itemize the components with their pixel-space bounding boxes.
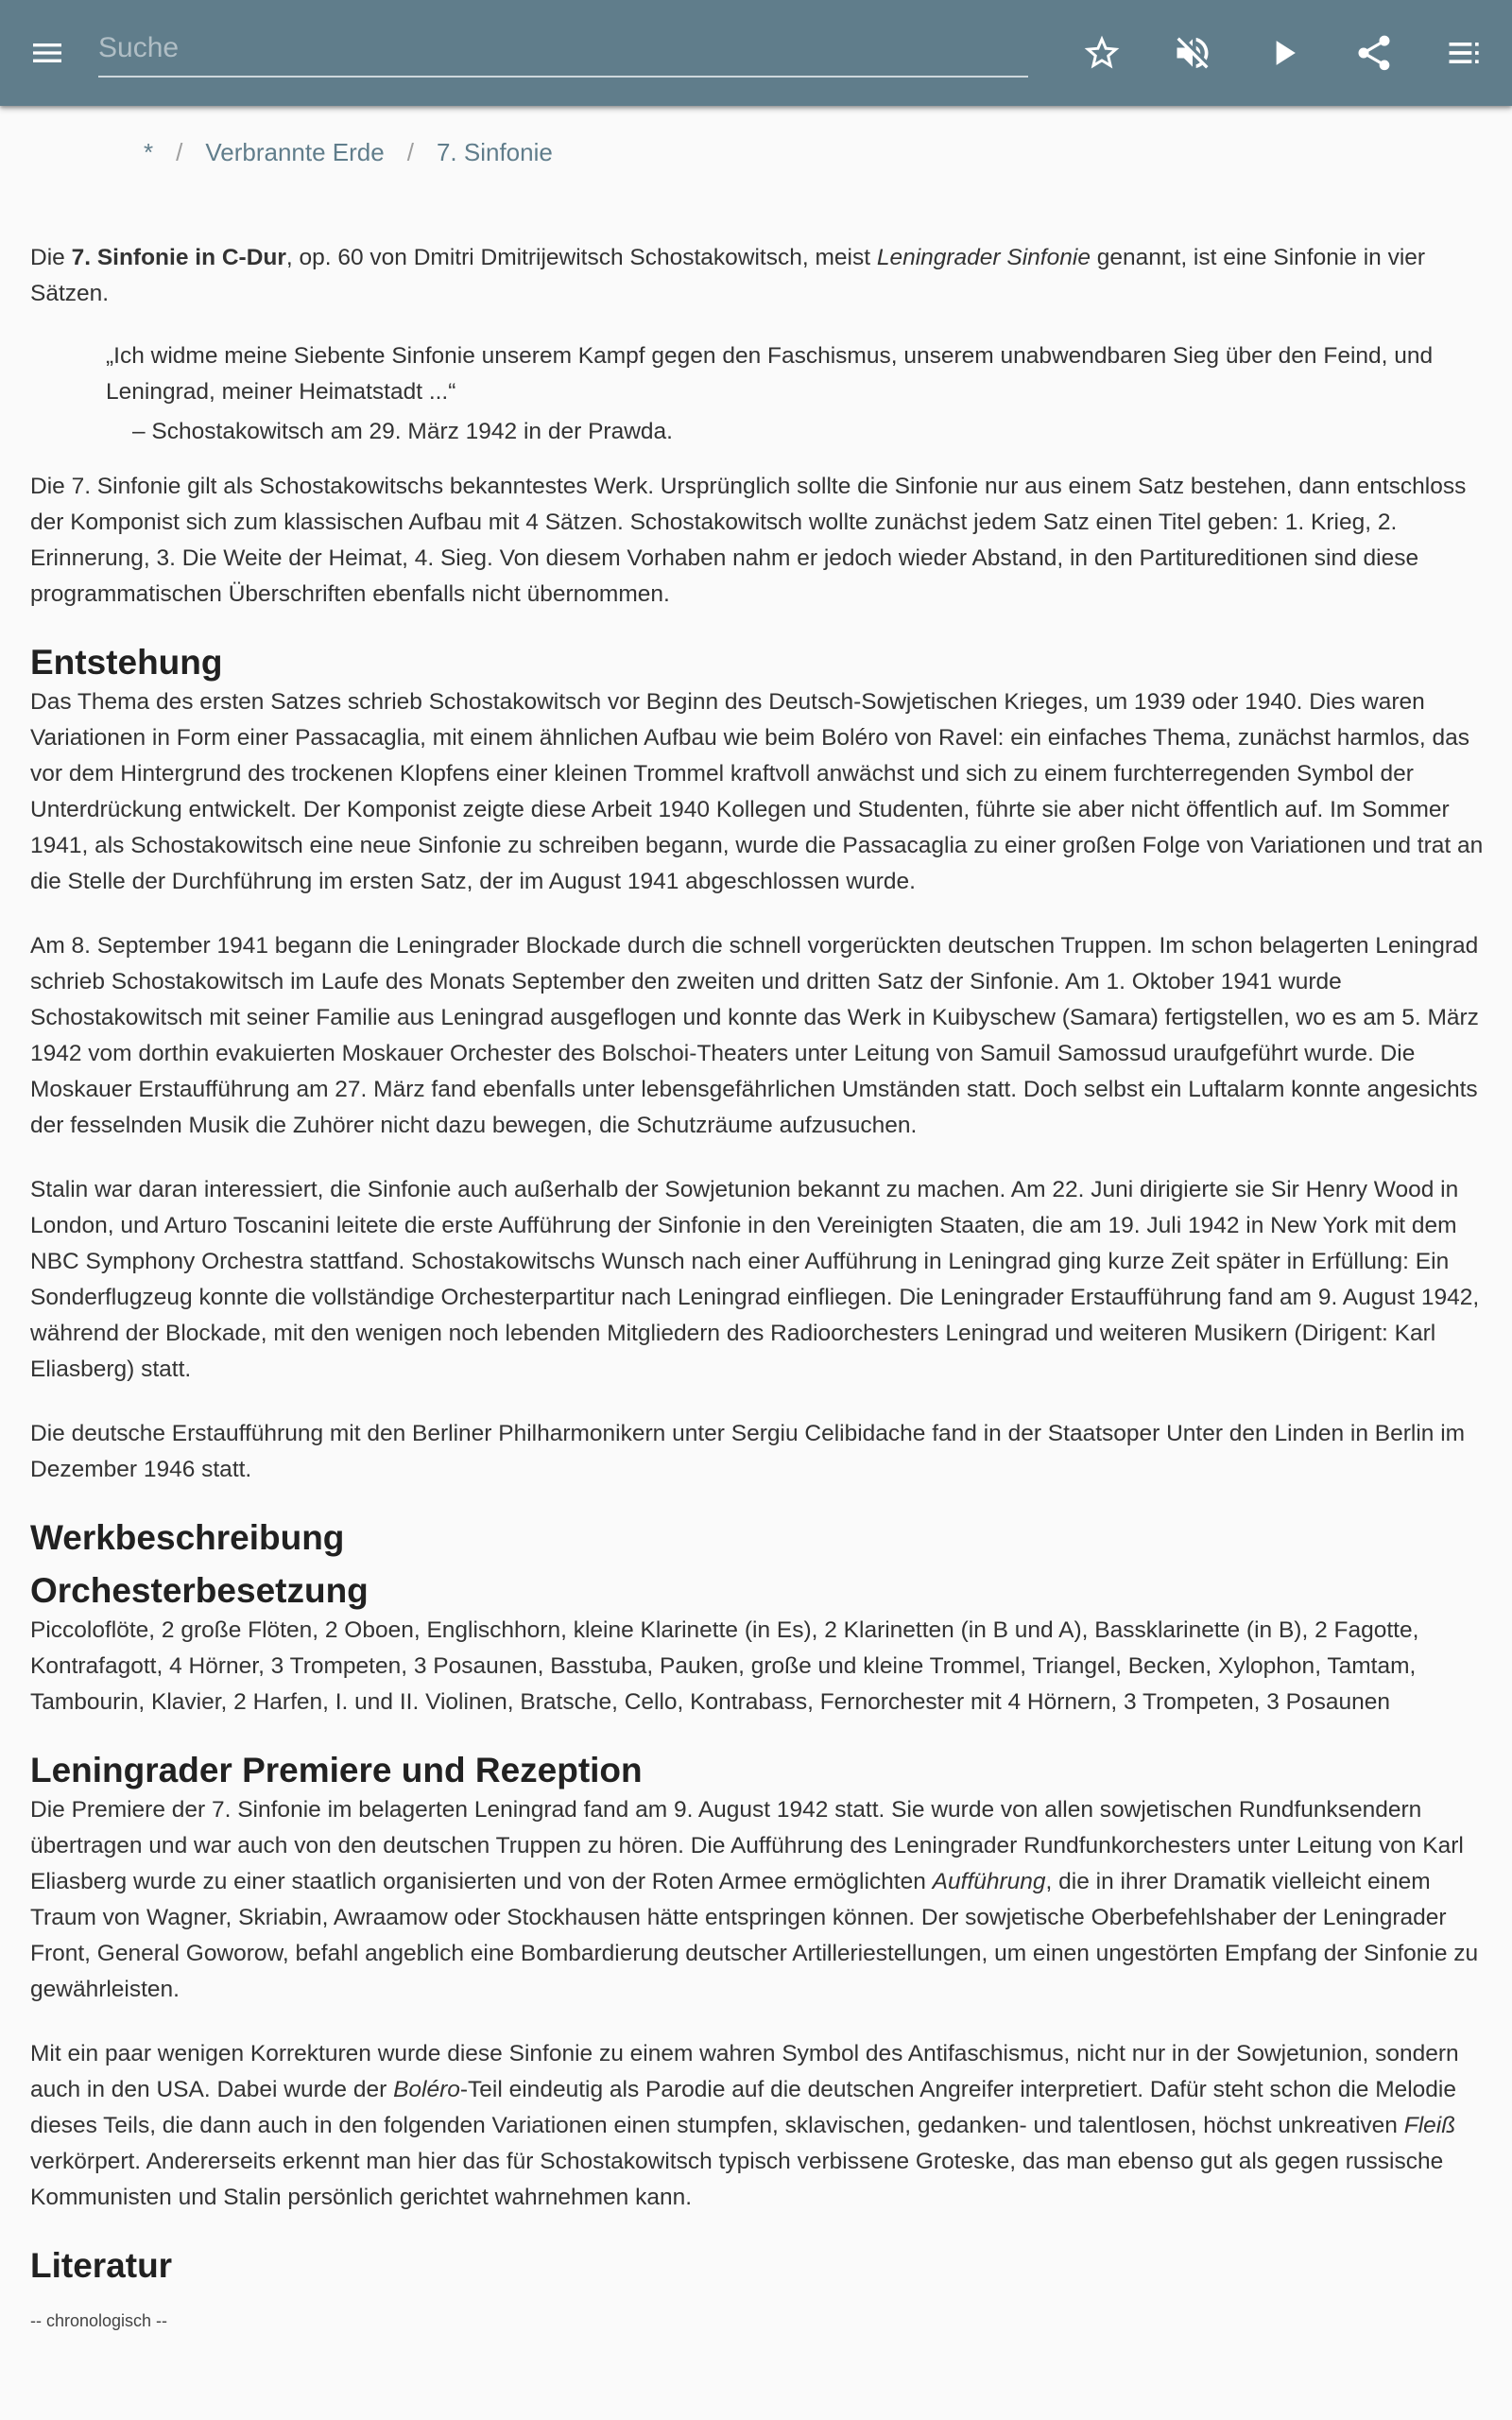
mute-button[interactable] [1166,26,1219,79]
italic-text: Fleiß [1403,2113,1456,2138]
app-bar [0,0,1512,106]
intro-paragraph [30,240,1486,312]
paragraph: Das Thema des ersten Satzes schrieb Schostakowitsch vor Beginn des Deutsch-Sowjetischen Krieges, um 1939 oder 1940. Dies waren Variationen in Form einer Passacaglia, mit einem ähnlichen Aufbau wie beim Boléro von Ravel: ein einfaches Thema, zunächst harmlos, das vor dem Hintergrund des trockenen Klopfens einer kleinen Trommel kraftvoll anwächst und sich zu einem furchterregenden Symbol der Unterdrückung entwickelt. Der Komponist zeigte diese Arbeit 1940 Kollegen und Studenten, führte sie aber nicht öffentlich auf. Im Sommer 1941, als Schostakowitsch eine neue Sinfonie zu schreiben begann, wurde die Passacaglia zu einer großen Folge von Variationen und trat an die Stelle der Durchführung im ersten Satz, der im August 1941 abgeschlossen wurde. [30,689,1484,894]
playlist-icon [1444,32,1486,74]
intro-text: Die [30,245,72,270]
heading-entstehung: Entstehung [30,643,223,682]
paragraph [30,1792,1486,2008]
bookmark-button[interactable] [1075,26,1128,79]
menu-button[interactable] [21,26,74,79]
literature-note: -- chronologisch -- [30,2311,168,2330]
play-button[interactable] [1257,26,1310,79]
italic-text: Boléro [393,2077,460,2102]
quote-block [106,338,1486,450]
share-icon [1353,32,1395,74]
intro-bold-title: 7. Sinfonie in C-Dur [71,245,286,270]
intro-italic-name: Leningrader Sinfonie [876,245,1091,270]
heading-literatur: Literatur [30,2246,173,2285]
paragraph: Die deutsche Erstaufführung mit den Berliner Philharmonikern unter Sergiu Celibidache fand in der Staatsoper Unter den Linden in Berlin im Dezember 1946 statt. [30,1421,1466,1482]
search-input[interactable] [98,21,1028,74]
paragraph: Stalin war daran interessiert, die Sinfonie auch außerhalb der Sowjetunion bekannt zu machen. Am 22. Juni dirigierte sie Sir Henry Wood in London, und Arturo Toscanini leitete die erste Aufführung der Sinfonie in den Vereinigten Staaten, die am 19. Juli 1942 in New York mit dem NBC Symphony Orchestra stattfand. Schostakowitschs Wunsch nach einer Aufführung in Leningrad ging kurze Zeit später in Erfüllung: Ein Sonderflugzeug konnte die vollständige Orchesterpartitur nach Leningrad einfliegen. Die Leningrader Erstaufführung fand am 9. August 1942, während der Blockade, mit den wenigen noch lebenden Mitgliedern des Radioorchesters Leningrad und weiteren Musikern (Dirigent: Karl Eliasberg) statt. [30,1177,1480,1382]
heading-premiere: Leningrader Premiere und Rezeption [30,1751,643,1789]
quote-attribution: – Schostakowitsch am 29. März 1942 in der Prawda. [132,419,673,444]
paragraph: Piccoloflöte, 2 große Flöten, 2 Oboen, Englischhorn, kleine Klarinette (in Es), 2 Klarinetten (in B und A), Bassklarinette (in B), 2 Fagotte, Kontrafagott, 4 Hörner, 3 Trompeten, 3 Posaunen, Basstuba, Pauken, große und kleine Trommel, Triangel, Becken, Xylophon, Tamtam, Tambourin, Klavier, 2 Harfen, I. und II. Violinen, Bratsche, Cello, Kontrabass, Fernorchester mit 4 Hörnern, 3 Trompeten, 3 Posaunen [30,1617,1419,1715]
breadcrumb-item-current[interactable]: 7. Sinfonie [436,138,553,166]
paragraph: Die 7. Sinfonie gilt als Schostakowitschs bekanntestes Werk. Ursprünglich sollte die Sinfonie nur aus einem Satz bestehen, dann entschloss der Komponist sich zum klassischen Aufbau mit 4 Sätzen. Schostakowitsch wollte zunächst jedem Satz einen Titel geben: 1. Krieg, 2. Erinnerung, 3. Die Weite der Heimat, 4. Sieg. Von diesem Vorhaben nahm er jedoch wieder Abstand, in den Partitureditionen sind diese programmatischen Überschriften ebenfalls nicht übernommen. [30,474,1467,607]
volume-off-icon [1172,32,1213,74]
text: , die in ihrer Dramatik vielleicht einem Traum von Wagner, Skriabin, Awraamow oder Stockhausen hätte entspringen können. Der sowjetische Oberbefehlshaber der Leningrader Front, General Goworow, befahl angeblich eine Bombardierung deutscher Artilleriestellungen, um einen ungestörten Empfang der Sinfonie zu gewährleisten. [30,1869,1479,2002]
quote-text: „Ich widme meine Siebente Sinfonie unserem Kampf gegen den Faschismus, unserem unabwendbaren Sieg über den Feind, und Leningrad, meiner Heimatstadt ...“ [106,343,1434,405]
intro-text: genannt, ist eine Sinfonie in vier Sätzen. [30,245,1426,306]
breadcrumb-separator: / [406,138,414,166]
breadcrumb-separator: / [176,138,183,166]
italic-text: Aufführung [932,1869,1046,1894]
text: verkörpert. Andererseits erkennt man hier das für Schostakowitsch typisch verbissene Groteske, das man ebenso gut als gegen russische Kommunisten und Stalin persönlich gerichtet wahrnehmen kann. [30,2149,1444,2210]
table-of-contents-button[interactable] [1438,26,1491,79]
text: Die Premiere der 7. Sinfonie im belagerten Leningrad fand am 9. August 1942 statt. Sie wurde von allen sowjetischen Rundfunksendern übertragen und war auch von den deutschen Truppen zu hören. Die Aufführung des Leningrader Rundfunkorchesters unter Leitung von Karl Eliasberg wurde zu einer staatlich organisierten und von der Roten Armee ermöglichten [30,1797,1464,1894]
breadcrumb-item-home[interactable]: * [144,138,154,166]
intro-text: , op. 60 von Dmitri Dmitrijewitsch Schostakowitsch, meist [285,245,877,270]
toolbar-actions [1038,26,1491,79]
search-field[interactable] [98,21,1028,78]
text: -Teil eindeutig als Parodie auf die deutschen Angreifer interpretiert. Dafür steht schon die Melodie dieses Teils, die dann auch in den folgenden Variationen einen stumpfen, sklavischen, gedanken- und talentlosen, höchst unkreativen [30,2077,1457,2138]
star-outline-icon [1081,32,1123,74]
share-button[interactable] [1348,26,1400,79]
heading-orchesterbesetzung: Orchesterbesetzung [30,1571,369,1610]
paragraph: Am 8. September 1941 begann die Leningrader Blockade durch die schnell vorgerückten deutschen Truppen. Im schon belagerten Leningrad schrieb Schostakowitsch im Laufe des Monats September den zweiten und dritten Satz der Sinfonie. Am 1. Oktober 1941 wurde Schostakowitsch mit seiner Familie aus Leningrad ausgeflogen und konnte das Werk in Kuibyschew (Samara) fertigstellen, wo es am 5. März 1942 vom dorthin evakuierten Moskauer Orchester des Bolschoi-Theaters unter Leitung von Samuil Samossud uraufgeführt wurde. Die Moskauer Erstaufführung am 27. März fand ebenfalls unter lebensgefährlichen Umständen statt. Doch selbst ein Luftalarm konnte angesichts der fesselnden Musik die Zuhörer nicht dazu bewegen, die Schutzräume aufzusuchen. [30,933,1479,1138]
text: Mit ein paar wenigen Korrekturen wurde diese Sinfonie zu einem wahren Symbol des Antifaschismus, nicht nur in der Sowjetunion, sondern auch in den USA. Dabei wurde der [30,2041,1459,2102]
article-content [30,240,1486,2339]
menu-icon [28,34,66,72]
breadcrumb-item-verbrannte-erde[interactable]: Verbrannte Erde [205,138,385,166]
paragraph [30,2036,1486,2216]
breadcrumb [144,138,553,167]
play-icon [1263,32,1304,74]
heading-werkbeschreibung: Werkbeschreibung [30,1518,345,1557]
